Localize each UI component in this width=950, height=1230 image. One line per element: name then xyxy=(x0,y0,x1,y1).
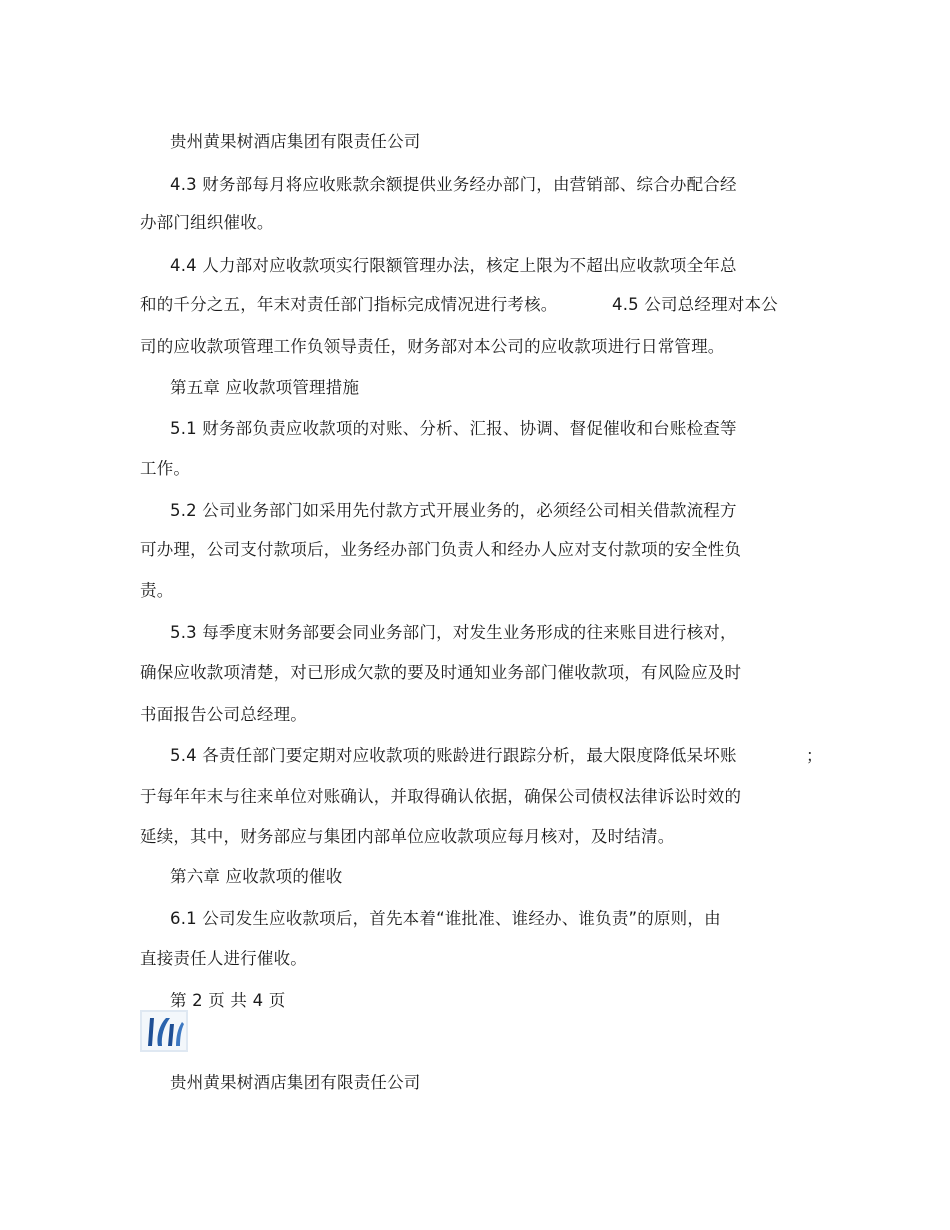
paragraph-line: 直接责任人进行催收。 xyxy=(140,949,307,968)
chapter-heading: 第六章 应收款项的催收 xyxy=(170,867,343,886)
paragraph-line: 书面报告公司总经理。 xyxy=(140,705,307,724)
paragraph-line: 确保应收款项清楚，对已形成欠款的要及时通知业务部门催收款项，有风险应及时 xyxy=(140,663,742,682)
paragraph-line: 4.5 公司总经理对本公 xyxy=(612,295,778,314)
paragraph-line: 5.4 各责任部门要定期对应收款项的账龄进行跟踪分析，最大限度降低呆坏账 xyxy=(170,746,737,765)
paragraph-line: 可办理，公司支付款项后，业务经办部门负责人和经办人应对支付款项的安全性负 xyxy=(140,540,742,559)
paragraph-line: 办部门组织催收。 xyxy=(140,213,274,232)
page-number: 第 2 页 共 4 页 xyxy=(170,991,286,1010)
paragraph-line: 责。 xyxy=(140,581,174,600)
paragraph-line: 5.3 每季度末财务部要会同业务部门，对发生业务形成的往来账目进行核对， xyxy=(170,623,737,642)
paragraph-line: 6.1 公司发生应收款项后，首先本着“谁批准、谁经办、谁负责”的原则，由 xyxy=(170,909,721,928)
paragraph-line: 5.2 公司业务部门如采用先付款方式开展业务的，必须经公司相关借款流程方 xyxy=(170,501,737,520)
header-company: 贵州黄果树酒店集团有限责任公司 xyxy=(170,132,421,151)
footer-company: 贵州黄果树酒店集团有限责任公司 xyxy=(170,1073,421,1092)
paragraph-line: 4.4 人力部对应收款项实行限额管理办法，核定上限为不超出应收款项全年总 xyxy=(170,256,737,275)
paragraph-line: 司的应收款项管理工作负领导责任，财务部对本公司的应收款项进行日常管理。 xyxy=(140,337,725,356)
paragraph-line: 5.1 财务部负责应收款项的对账、分析、汇报、协调、督促催收和台账检查等 xyxy=(170,419,737,438)
company-logo-icon xyxy=(140,1010,188,1052)
paragraph-line: 和的千分之五，年末对责任部门指标完成情况进行考核。 xyxy=(140,295,558,314)
paragraph-line: ； xyxy=(806,746,823,765)
paragraph-line: 于每年年末与往来单位对账确认，并取得确认依据，确保公司债权法律诉讼时效的 xyxy=(140,787,742,806)
paragraph-line: 延续，其中，财务部应与集团内部单位应收款项应每月核对，及时结清。 xyxy=(140,827,675,846)
paragraph-line: 工作。 xyxy=(140,459,191,478)
chapter-heading: 第五章 应收款项管理措施 xyxy=(170,378,360,397)
paragraph-line: 4.3 财务部每月将应收账款余额提供业务经办部门，由营销部、综合办配合经 xyxy=(170,175,737,194)
